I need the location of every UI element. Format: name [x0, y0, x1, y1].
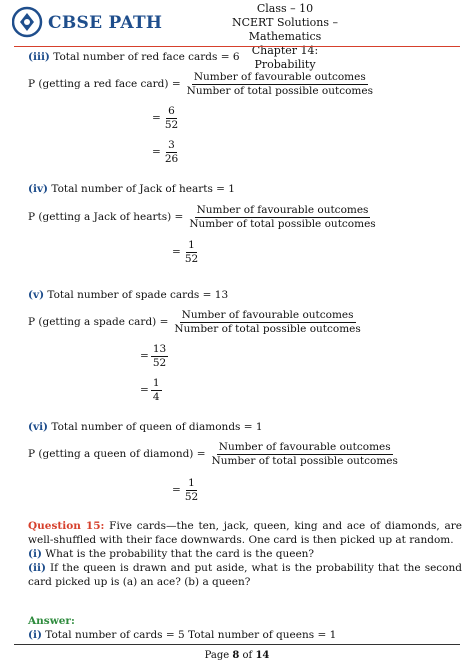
fraction [183, 239, 200, 266]
probability-equation [28, 441, 402, 468]
answer-heading: Answer: [28, 615, 75, 627]
part-statement [28, 421, 263, 434]
header-divider [14, 46, 460, 47]
question-15 [28, 519, 462, 589]
page-separator: of [239, 650, 256, 661]
brand-name: CBSE PATH [48, 13, 163, 33]
probability-equation [28, 309, 365, 336]
fraction [210, 441, 400, 468]
answer-section [28, 614, 462, 642]
part-text: Total number of Jack of hearts = 1 [51, 183, 235, 195]
subpart-label: (i) [28, 548, 42, 560]
part-statement [28, 183, 235, 196]
logo-emblem-icon [12, 6, 46, 38]
part-label: (iii) [28, 51, 50, 63]
part-statement [28, 289, 228, 302]
fraction-numerator: 1 [188, 239, 195, 251]
part-text: Total number of red face cards = 6 [53, 51, 240, 63]
fraction-denominator: Number of total possible outcomes [186, 85, 373, 97]
fraction-denominator: Number of total possible outcomes [189, 218, 376, 230]
fraction-denominator: 26 [164, 153, 179, 165]
subpart-text: What is the probability that the card is the queen? [41, 548, 315, 560]
subpart-text: If the queen is drawn and put aside, what is the probability that the second card picked up is (a) an ace? (b) a queen? [28, 562, 462, 588]
subpart-label: (ii) [28, 562, 46, 574]
answer-text: Total number of cards = 5 Total number of queens = 1 [41, 629, 337, 641]
equation-lhs: P (getting a Jack of hearts) = [28, 211, 184, 223]
fraction-numerator: Number of favourable outcomes [181, 309, 354, 321]
fraction-denominator: 52 [152, 357, 167, 369]
equation-lhs: P (getting a spade card) = [28, 316, 169, 328]
fraction-denominator: 52 [164, 119, 179, 131]
probability-equation [28, 204, 380, 231]
fraction [183, 477, 200, 504]
total-pages: 14 [255, 650, 270, 661]
question-heading: Question 15: [28, 520, 105, 532]
part-label: (v) [28, 289, 45, 301]
fraction-numerator: 6 [168, 105, 175, 117]
fraction-numerator: 1 [188, 477, 195, 489]
fraction-denominator: 4 [152, 391, 160, 403]
cbse-path-logo [12, 6, 163, 38]
part-text: Total number of queen of diamonds = 1 [51, 421, 263, 433]
answer-line [28, 628, 462, 642]
fraction-numerator: Number of favourable outcomes [193, 71, 366, 83]
fraction-denominator: 52 [184, 253, 199, 265]
fraction [151, 377, 162, 404]
equation-step: = $\frac{13}{52}$ [140, 343, 167, 369]
fraction [185, 71, 375, 98]
part-label: (iv) [28, 183, 49, 195]
equation-step: = $\frac{1}{52}$ [172, 239, 199, 265]
fraction-denominator: 52 [184, 491, 199, 503]
fraction-numerator: 3 [168, 139, 175, 151]
fraction [187, 204, 377, 231]
chapter-label: Chapter 14: Probability [251, 44, 319, 71]
equation-step: = $\frac{1}{4}$ [140, 377, 160, 403]
equation-lhs: P (getting a red face card) = [28, 78, 181, 90]
equation-lhs: P (getting a queen of diamond) = [28, 448, 206, 460]
answer-label: (i) [28, 629, 42, 641]
page-prefix: Page [204, 650, 233, 661]
fraction [163, 105, 180, 132]
fraction [163, 139, 180, 166]
probability-equation [28, 71, 377, 98]
page-number [0, 650, 474, 661]
part-text: Total number of spade cards = 13 [47, 289, 229, 301]
question-subpart [28, 561, 462, 589]
part-label: (vi) [28, 421, 49, 433]
fraction-numerator: Number of favourable outcomes [218, 441, 391, 453]
part-statement [28, 51, 240, 64]
subject-label: NCERT Solutions – Mathematics [231, 16, 339, 43]
fraction-denominator: Number of total possible outcomes [174, 323, 361, 335]
fraction-denominator: Number of total possible outcomes [211, 455, 398, 467]
equation-step: = $\frac{3}{26}$ [152, 139, 179, 165]
question-paragraph [28, 519, 462, 547]
question-text: Five cards—the ten, jack, queen, king and ace of diamonds, are well-shuffled with their face downwards. One card is then picked up at random. [28, 520, 462, 546]
fraction-numerator: 1 [152, 377, 160, 389]
footer-divider [14, 644, 460, 645]
question-subpart [28, 547, 462, 561]
fraction-numerator: Number of favourable outcomes [196, 204, 369, 216]
fraction [151, 343, 168, 370]
current-page: 8 [232, 650, 240, 661]
equation-step: = $\frac{6}{52}$ [152, 105, 179, 131]
class-label: Class – 10 [256, 2, 314, 15]
equation-step: = $\frac{1}{52}$ [172, 477, 199, 503]
fraction-numerator: 13 [152, 343, 167, 355]
fraction [172, 309, 362, 336]
